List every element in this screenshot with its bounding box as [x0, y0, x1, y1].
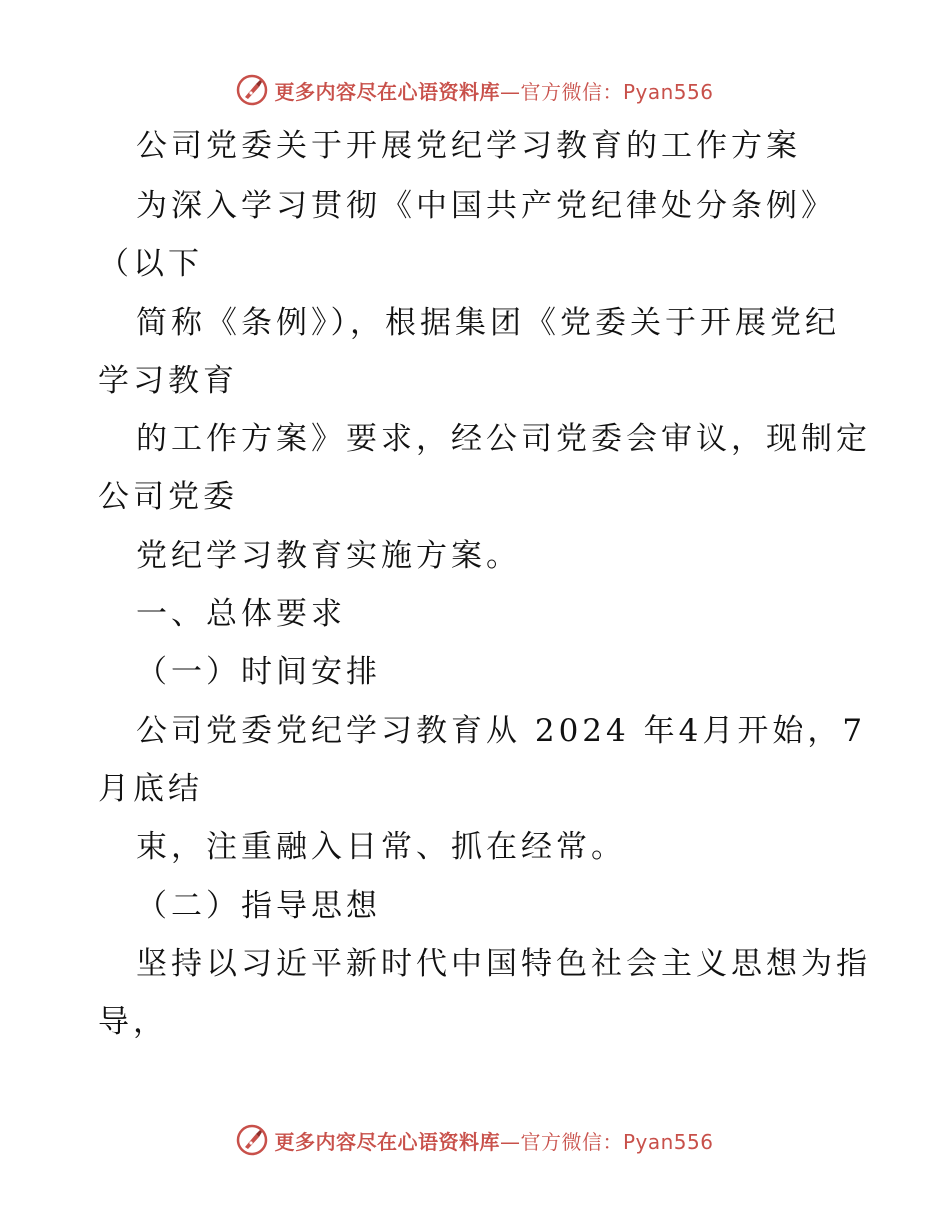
pen-nib-logo-icon: [236, 74, 268, 106]
section-heading: 一、总体要求: [136, 596, 346, 632]
watermark-site-name: 更多内容尽在心语资料库: [274, 1129, 500, 1154]
paragraph-line: 的工作方案》要求，经公司党委会审议，现制定: [136, 421, 871, 457]
paragraph-line: （以下: [98, 246, 203, 282]
paragraph-line: 月底结: [98, 771, 203, 807]
watermark-banner-top: [0, 70, 950, 110]
paragraph-line: 导，: [98, 1004, 168, 1040]
paragraph-line: 坚持以习近平新时代中国特色社会主义思想为指: [136, 946, 871, 982]
paragraph-line: 公司党委党纪学习教育从 2024 年4月开始，7: [136, 713, 867, 749]
paragraph-line: 公司党委: [98, 479, 238, 515]
watermark-separator: —: [499, 79, 521, 104]
watermark-text: [274, 76, 713, 105]
document-title: 公司党委关于开展党纪学习教育的工作方案: [136, 128, 801, 164]
paragraph-line: 党纪学习教育实施方案。: [136, 538, 521, 574]
watermark-site-name: 更多内容尽在心语资料库: [274, 79, 500, 104]
watermark-text: [274, 1126, 713, 1155]
watermark-contact: 官方微信：Pyan556: [520, 1129, 714, 1154]
pen-nib-logo-icon: [236, 1124, 268, 1156]
watermark-separator: —: [499, 1129, 521, 1154]
watermark-contact: 官方微信：Pyan556: [520, 79, 714, 104]
subsection-heading: （二）指导思想: [136, 888, 381, 924]
paragraph-line: 学习教育: [98, 363, 238, 399]
watermark-banner-bottom: [0, 1120, 950, 1160]
paragraph-line: 简称《条例》），根据集团《党委关于开展党纪: [136, 305, 840, 341]
paragraph-line: 为深入学习贯彻《中国共产党纪律处分条例》: [136, 188, 836, 224]
subsection-heading: （一）时间安排: [136, 654, 381, 690]
paragraph-line: 束，注重融入日常、抓在经常。: [136, 829, 626, 865]
